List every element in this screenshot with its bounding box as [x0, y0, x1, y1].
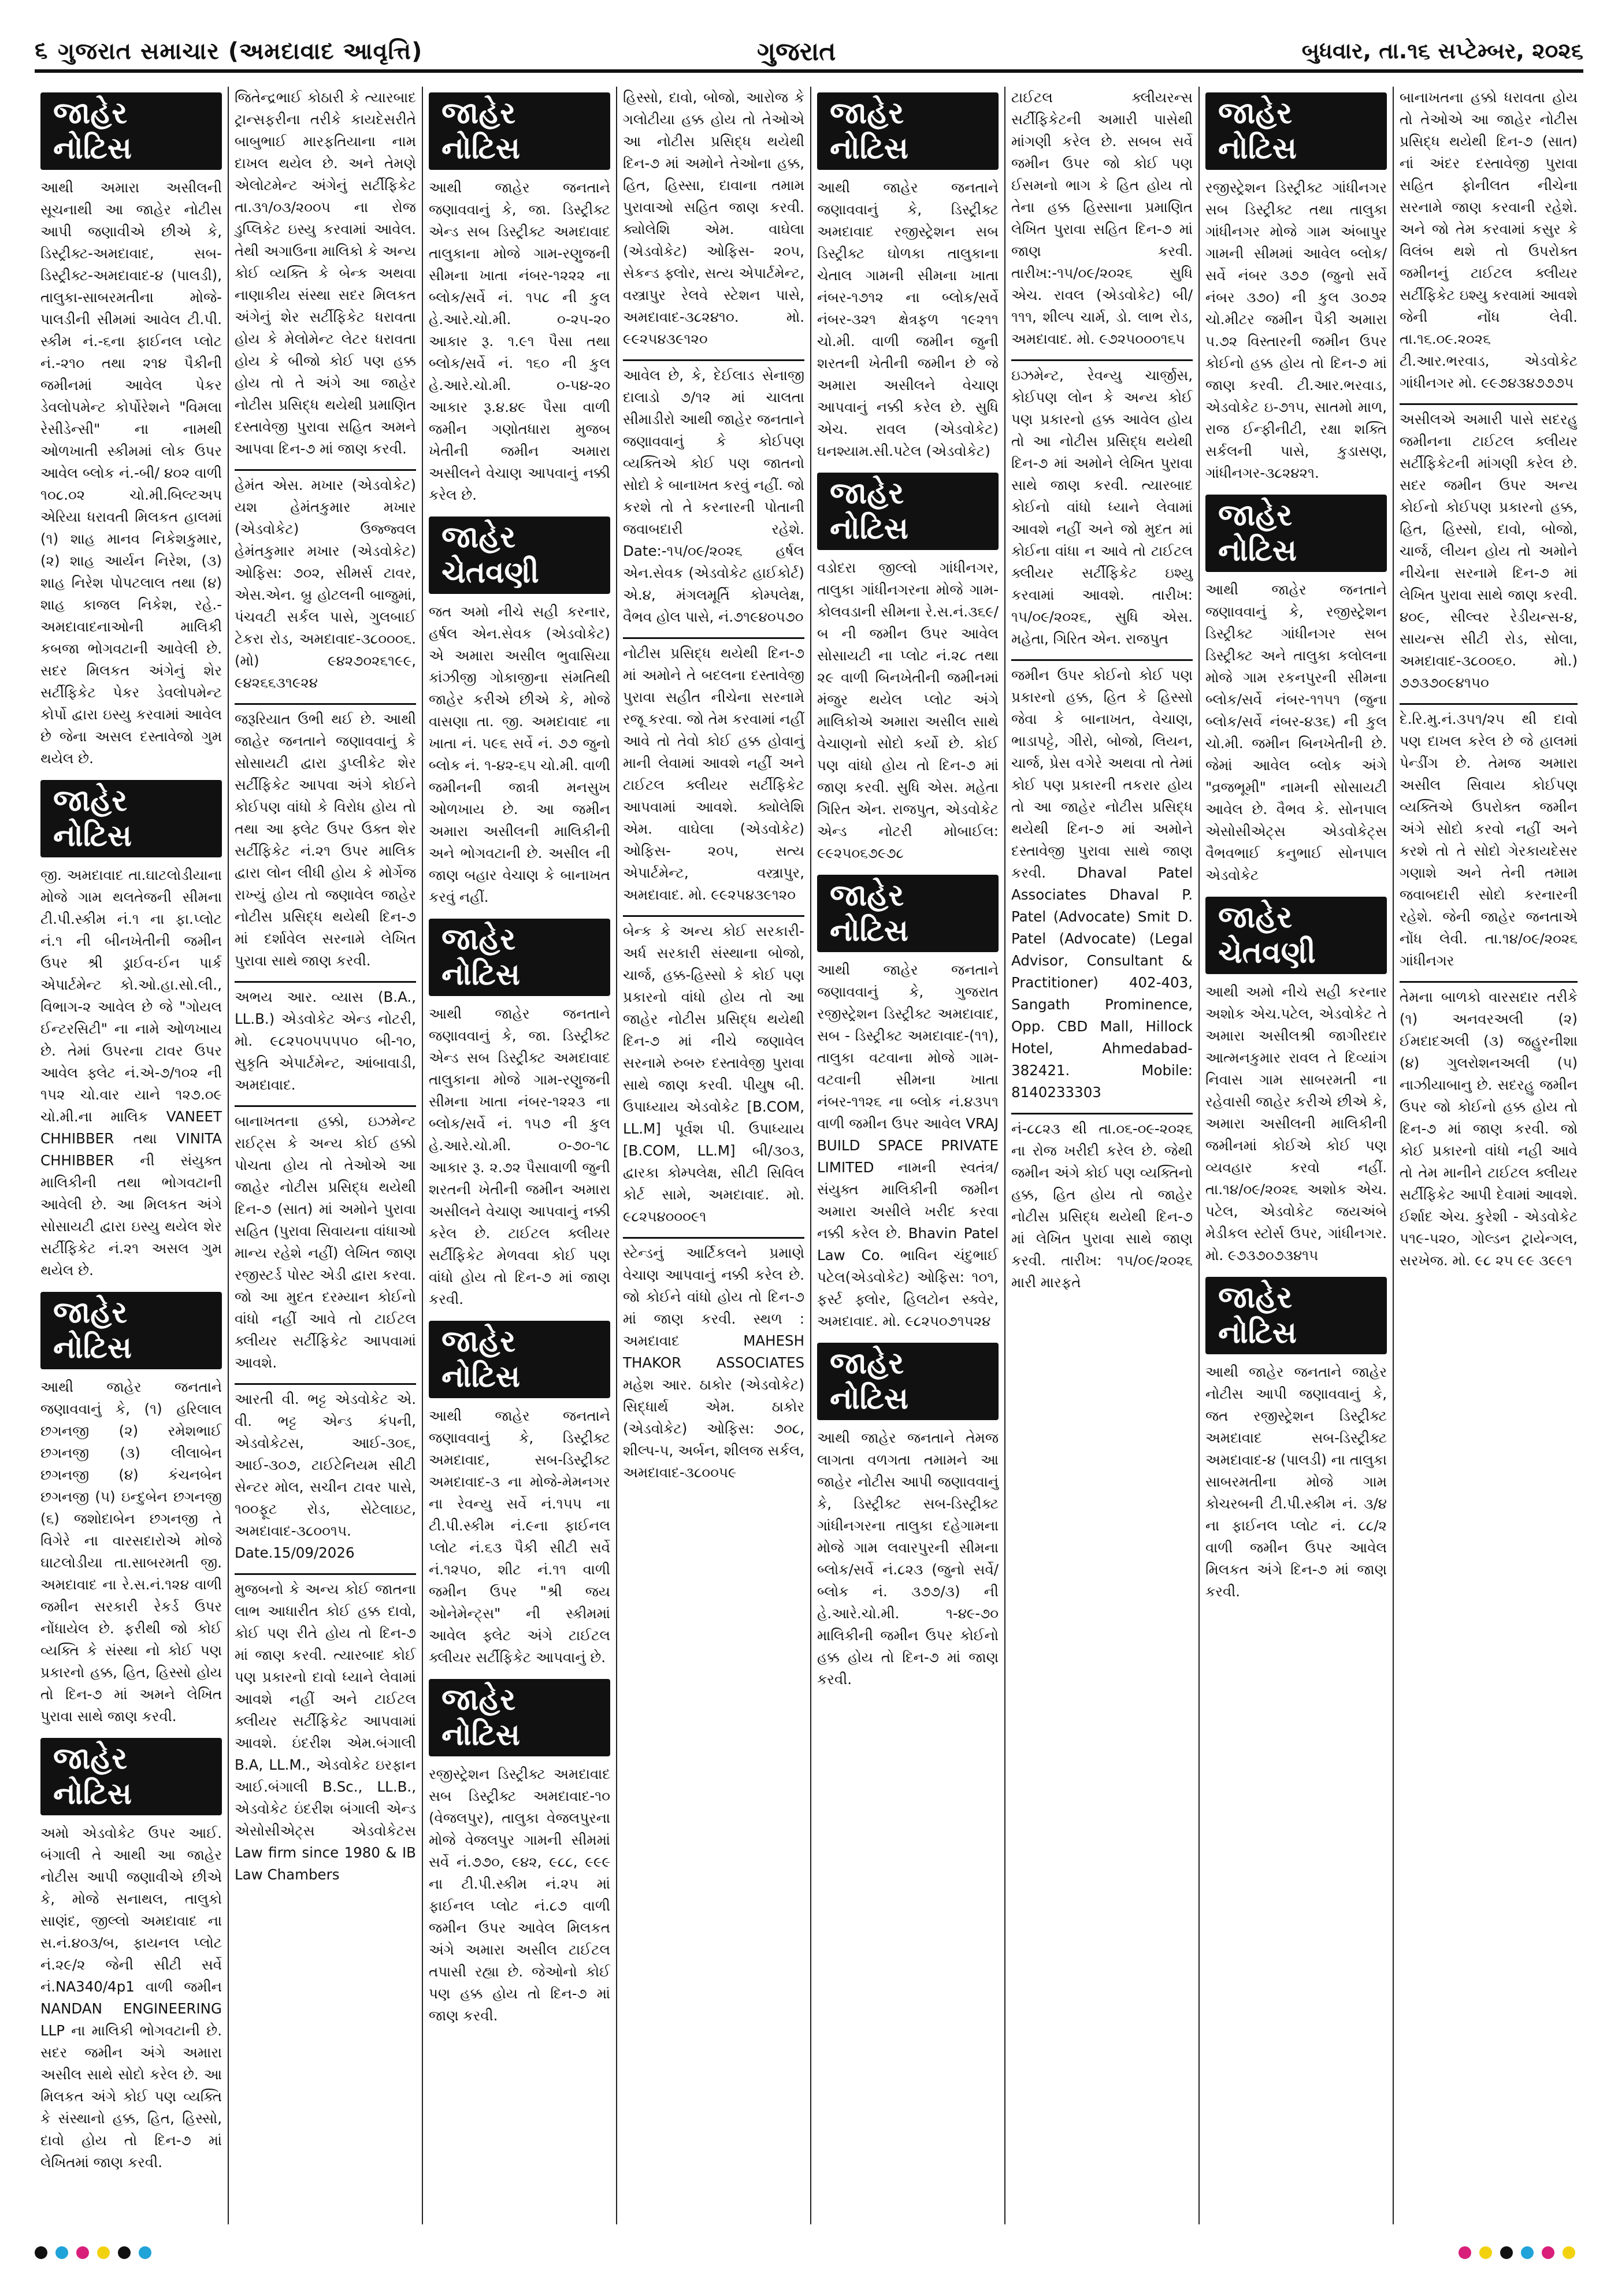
notice-body: આથી જાહેર જનતાને જણાવવાનું કે, ડિસ્ટ્રીક્ટ અમદાવાદ, સબ-ડિસ્ટ્રીક્ટ અમદાવાદ-૩ ના મોજે-મેમનગર ના રેવન્યુ સર્વે નં.૧૫૫ ના ટી.પી.સ્કીમ નં.૯ના ફાઈનલ પ્લોટ નં.૬૩ પૈકી સીટી સર્વે નં.૧૨૫૦, શીટ નં.૧૧ વાળી જમીન ઉપર "શ્રી જય ઓનેમેન્ટ્સ" ની સ્કીમમાં આવેલ ફ્લેટ અંગે ટાઈટલ ક્લીયર સર્ટીફિકેટ આપવાનું છે. — [429, 1407, 610, 1666]
notice-divider — [623, 915, 804, 917]
notice-heading: જાહેર નોટિસ — [429, 1321, 610, 1398]
notice-body: જિતેન્દ્રભાઈ કોઠારી કે ત્યારબાદ ટ્રાન્સફરીના તરીકે કાયદેસરીતે બાબુભાઈ મારફતિયાના નામ દાખલ થયેલ છે. અને તેમણે એલોટમેન્ટ અંગેનું સર્ટીફિકેટ તા.૩૧/૦૩/૨૦૦૫ ના રોજ ડુપ્લિકેટ ઇસ્યુ કરવામાં આવેલ. તેથી અગાઉના માલિકો કે અન્ય કોઈ વ્યક્તિ કે બેન્ક અથવા નાણાકીય સંસ્થા સદર મિલકત અંગેનું શેર સર્ટીફિકેટ ધરાવતા હોય કે મેલોમેન્ટ લેટર ધરાવતા હોય કે બીજો કોઈ પણ હક્ક હોય તો તે અંગે આ જાહેર નોટીસ પ્રસિદ્ધ થયેથી પ્રમાણિત દસ્તાવેજી પુરાવા સહિત અમને આપવા દિન-૭ માં જાણ કરવી. — [235, 89, 416, 457]
notice-heading: જાહેર ચેતવણી — [1205, 897, 1387, 974]
notice-body: રજીસ્ટ્રેશન ડિસ્ટ્રીક્ટ અમદાવાદ સબ ડિસ્ટ્રીક્ટ અમદાવાદ-૧૦ (વેજલપુર), તાલુકા વેજલપુરના મોજે વેજલપુર ગામની સીમમાં સર્વે નં.૭૭૦, ૯૪૨, ૯૮૮, ૯૯૯ ના ટી.પી.સ્કીમ નં.૨૫ માં ફાઈનલ પ્લોટ નં.૮૭ વાળી જમીન ઉપર આવેલ મિલકત અંગે અમારા અસીલ ટાઈટલ તપાસી રહ્યા છે. જેઓનો કોઈ પણ હક્ક હોય તો દિન-૭ માં જાણ કરવી. — [429, 1766, 610, 2024]
notice-heading: જાહેર નોટિસ — [429, 92, 610, 170]
notice-body: જત અમો નીચે સહી કરનાર, હર્ષલ એન.સેવક (એડવોકેટ) એ અમારા અસીલ ભુવાસિયા કાંઝીજી ગોકાજીના સંમતિથી જાહેર કરીએ છીએ કે, મોજે વાસણા તા. જી. અમદાવાદ ના ખાતા નં. ૫૯૬ સર્વે નં. ૭૭ જુનો બ્લોક નં. ૧-૪૨-૬૫ ચો.મી. વાળી જમીનની જાત્રી મનસુખ ઓળખાય છે. આ જમીન અમારા અસીલની માલિકીની અને ભોગવટાની છે. અસીલ ની જાણ બહાર વેચાણ કે બાનાખત કરવું નહીં. — [429, 603, 610, 905]
notice-heading: જાહેર નોટિસ — [1205, 92, 1387, 170]
registration-dot — [1521, 2246, 1534, 2259]
notice-divider — [623, 1237, 804, 1239]
column-7 — [1200, 87, 1394, 2224]
notice-heading: જાહેર નોટિસ — [817, 1343, 999, 1420]
column-6 — [1005, 87, 1200, 2224]
notice-heading: જાહેર નોટિસ — [817, 875, 999, 952]
notice-divider — [235, 1105, 416, 1107]
notice-divider — [1011, 659, 1193, 661]
notice-divider — [235, 1383, 416, 1385]
notice-body: આવેલ છે, કે, દેઈલાડ સેનાજી દાલાડો ૭/૧૨ માં ચાલતા સીમાડીરો આથી જાહેર જનતાને જણાવવાનું કે કોઈપણ વ્યક્તિએ કોઈ પણ જાતનો સોદો કે બાનાખત કરવું નહીં. જો કરશે તો તે કરનારની પોતાની જવાબદારી રહેશે. Date:-૧૫/૦૯/૨૦૨૬ હર્ષલ એન.સેવક (એડવોકેટ હાઈકોર્ટ) એ.૪, મંગલમૂર્તિ કોમ્પલેક્ષ, વૈભવ હોલ પાસે, નં.૭૧૯૪૦૫૭૦ — [623, 367, 804, 625]
registration-dot — [35, 2246, 47, 2259]
notice-divider — [235, 981, 416, 983]
notice-heading: જાહેર નોટિસ — [40, 780, 222, 857]
notice-body: આથી જાહેર જનતાને જણાવવાનું કે, ગુજરાત રજીસ્ટ્રેશન ડિસ્ટ્રીક્ટ અમદાવાદ, સબ - ડિસ્ટ્રીક્ટ અમદાવાદ-(૧૧), તાલુકા વટવાના મોજે ગામ-વટવાની સીમના ખાતા નંબર-૧૧૨૬ ના બ્લોક નં.૪૩૫૧ વાળી જમીન ઉપર આવેલ VRAJ BUILD SPACE PRIVATE LIMITED નામની સ્વતંત્ર/સંયુક્ત માલિકીની જમીન અમારા અસીલે ખરીદ કરવા નક્કી કરેલ છે. Bhavin Patel Law Co. ભાવિન ચંદુભાઈ પટેલ(એડવોકેટ) ઓફિસ: ૧૦૧, ફર્સ્ટ ફ્લોર, હિલટોન સ્ક્વેર, અમદાવાદ. મો. ૯૮૨૫૦૭૧૫૨૪ — [817, 961, 999, 1329]
notice-divider — [235, 1573, 416, 1575]
notice-divider — [235, 703, 416, 705]
notice-body: આથી અમારા અસીલની સૂચનાથી આ જાહેર નોટીસ આપી જણાવીએ છીએ કે, ડિસ્ટ્રીક્ટ-અમદાવાદ, સબ-ડિસ્ટ્રીક્ટ-અમદાવાદ-૪ (પાલડી), તાલુકા-સાબરમતીના મોજે-પાલડીની સીમમાં આવેલ ટી.પી. સ્કીમ નં.-૬ના ફાઈનલ પ્લોટ નં.-૨૧૦ તથા ૨૧૪ પૈકીની જમીનમાં આવેલ પેકર ડેવલોપમેન્ટ કોર્પોરેશને "વિમલા રેસીડેન્સી" ના નામથી ઓળખાતી સ્કીમમાં લોક ઉપર આવેલ બ્લોક નં.-બી/ ૪૦૨ વાળી ૧૦૮.૦૨ ચો.મી.બિલ્ટઅપ એરિયા ધરાવતી મિલકત હાલમાં (૧) શાહ માનવ નિકેશકુમાર, (૨) શાહ આર્યન નિરેશ, (૩) શાહ નિરેશ પોપટલાલ તથા (૪) શાહ કાજલ નિકેશ, રહે.-અમદાવાદનાઓની માલિકી કબજા ભોગવટાની આવેલી છે. સદર મિલકત અંગેનું શેર સર્ટીફિકેટ પેકર ડેવલોપમેન્ટ કોર્પો દ્વારા ઇસ્યુ કરવામાં આવેલ છે જેના અસલ દસ્તાવેજો ગુમ થયેલ છે. — [40, 179, 222, 767]
notice-heading: જાહેર નોટિસ — [40, 1738, 222, 1815]
notice-divider — [1400, 703, 1578, 705]
newspaper-name: ગુજરાત સમાચાર (અમદાવાદ આવૃત્તિ) — [58, 38, 423, 65]
notice-body: અમો એડવોકેટ ઉપર આઈ. બંગાલી તે આથી આ જાહેર નોટીસ આપી જણાવીએ છીએ કે, મોજે સનાથલ, તાલુકો સાણંદ, જીલ્લો અમદાવાદ ના સ.નં.૪૦૩/બ, ફાયનલ પ્લોટ નં.૨૯/૨ જેની સીટી સર્વે નં.NA340/4p1 વાળી જમીન NANDAN ENGINEERING LLP ના માલિકી ભોગવટાની છે. સદર જમીન અંગે અમારા અસીલ સાથે સોદો કરેલ છે. આ મિલકત અંગે કોઈ પણ વ્યક્તિ કે સંસ્થાનો હક્ક, હિત, હિસ્સો, દાવો હોય તો દિન-૭ માં લેખિતમાં જાણ કરવી. — [40, 1825, 222, 2171]
notice-body: નં-૮૮૨૩ થી તા.૦૬-૦૯-૨૦૨૬ ના રોજ ખરીદી કરેલ છે. જેથી જમીન અંગે કોઈ પણ વ્યક્તિનો હક્ક, હિત હોય તો જાહેર નોટીસ પ્રસિદ્ધ થયેથી દિન-૭ માં લેખિત પુરાવા સાથે જાણ કરવી. તારીખ: ૧૫/૦૯/૨૦૨૬ મારી મારફતે — [1011, 1120, 1193, 1291]
notice-body: આથી જાહેર જનતાને જણાવવાનું કે, ડિસ્ટ્રીક્ટ અમદાવાદ રજીસ્ટ્રેશન સબ ડિસ્ટ્રીક્ટ ઘોળકા તાલુકાના ચેતાલ ગામની સીમના ખાતા નંબર-૧૭૧૨ ના બ્લોક/સર્વે નંબર-૩૨૧ ક્ષેત્રફળ ૧૯૨૧૧ ચો.મી. વાળી જમીન જુની શરતની ખેતીની જમીન છે જે અમારા અસીલને વેચાણ આપવાનું નક્કી કરેલ છે. સુધિ એચ. રાવલ (એડવોકેટ) ઘનશ્યામ.સી.પટેલ (એડવોકેટ) — [817, 179, 999, 459]
notice-body: સ્ટેન્ડનું આર્ટિકલને પ્રમાણે વેચાણ આપવાનું નક્કી કરેલ છે. જો કોઈને વાંધો હોય તો દિન-૭ માં જાણ કરવી. સ્થળ : અમદાવાદ MAHESH THAKOR ASSOCIATES મહેશ આર. ઠાકોર (એડવોકેટ) સિદ્ધાર્થ એમ. ઠાકોર (એડવોકેટ) ઓફિસ: ૭૦૮, શીલ્પ-૫, અર્બન, શીલજ સર્કલ, અમદાવાદ-૩૮૦૦૫૯ — [623, 1244, 804, 1481]
registration-dot — [55, 2246, 68, 2259]
notice-heading: જાહેર નોટિસ — [40, 92, 222, 170]
notice-divider — [623, 637, 804, 639]
notice-heading: જાહેર નોટિસ — [429, 919, 610, 996]
notice-heading: જાહેર ચેતવણી — [429, 517, 610, 594]
notice-body: વડોદરા જીલ્લો ગાંધીનગર, તાલુકા ગાંધીનગરના મોજે ગામ-કોલવડાની સીમના રે.સ.નં.૩૬૯/બ ની જમીન ઉપર આવેલ સોસાયટી ના પ્લોટ નં.૨૮ તથા ૨૯ વાળી બિનખેતીની જમીનમાં મંજુર થયેલ પ્લોટ અંગે માલિકોએ અમારા અસીલ સાથે વેચાણનો સોદો કર્યો છે. કોઈ પણ વાંધો હોય તો દિન-૭ માં જાણ કરવી. સુધિ એસ. મહેતા ગિરિત એન. રાજપુત, એડવોકેટ એન્ડ નોટરી મોબાઈલ: ૯૯૨૫૦૬૭૯૭૮ — [817, 559, 999, 861]
section-title: ગુજરાત — [757, 37, 836, 66]
notice-body: આથી અમો નીચે સહી કરનાર અશોક એચ.પટેલ, એડવોકેટ તે અમારા અસીલશ્રી જાગીરદાર આત્મનકુમાર રાવલ તે દિવ્યાંગ નિવાસ ગામ સાબરમતી ના રહેવાસી જાહેર કરીએ છીએ કે, અમારા અસીલની માલિકીની જમીનમાં કોઈએ કોઈ પણ વ્યવહાર કરવો નહીં. તા.૧૪/૦૯/૨૦૨૬ અશોક એચ. પટેલ, એડવોકેટ જયઅંબે મેડીકલ સ્ટોર્સ ઉપર, ગાંધીનગર. મો. ૯૭૩૭૦૭૩૪૧૫ — [1205, 983, 1387, 1264]
notice-body: આથી જાહેર જનતાને તેમજ લાગતા વળગતા તમામને આ જાહેર નોટીસ આપી જણાવવાનું કે, ડિસ્ટ્રીક્ટ સબ-ડિસ્ટ્રીક્ટ ગાંધીનગરના તાલુકા દહેગામના મોજે ગામ લવારપુરની સીમના બ્લોક/સર્વે નં.૮૨૩ (જુનો સર્વે/બ્લોક નં. ૩૭૭/૩) ની હે.આરે.ચો.મી. ૧-૪૯-૭૦ માલિકીની જમીન ઉપર કોઈનો હક્ક હોય તો દિન-૭ માં જાણ કરવી. — [817, 1429, 999, 1688]
issue-date: બુધવાર, તા.૧૬ સપ્ટેમ્બર, ૨૦૨૬ — [1301, 38, 1583, 64]
registration-dot — [1542, 2246, 1554, 2259]
notice-body: ટાઈટલ ક્લીયરન્સ સર્ટીફિકેટની અમારી પાસેથી માંગણી કરેલ છે. સબબ સર્વે જમીન ઉપર જો કોઈ પણ ઈસમનો ભાગ કે હિત હોય તો તેના હક્ક હિસ્સાના પ્રમાણિત લેખિત પુરાવા સહિત દિન-૭ માં જાણ કરવી. તારીખ:-૧૫/૦૯/૨૦૨૬ સુધિ એચ. રાવલ (એડવોકેટ) બી/૧૧૧, શીલ્પ ચાર્મ, ડો. લાભ રોડ, અમદાવાદ. મો. ૯૭૨૫૦૦૦૧૬૫ — [1011, 89, 1193, 347]
registration-dot — [1459, 2246, 1471, 2259]
notice-body: હિસ્સો, દાવો, બોજો, આરોજ કે ગલોટીયા હક્ક હોય તો તેઓએ આ નોટીસ પ્રસિદ્ધ થયેથી દિન-૭ માં અમોને તેઓના હક્ક, હિત, હિસ્સા, દાવાના તમામ પુરાવાઓ સહિત જાણ કરવી. ક્યોલેશિ એમ. વાઘેલા (એડવોકેટ) ઓફિસ- ૨૦૫, સેકન્ડ ફ્લોર, સત્ય એપાર્ટમેન્ટ, વસ્ત્રાપુર રેલવે સ્ટેશન પાસે, અમદાવાદ-૩૮૨૪૧૦. મો. ૯૯૨૫૪૩૯૧૨૦ — [623, 89, 804, 347]
notice-body: આરતી વી. ભટ્ટ એડવોકેટ એ. વી. ભટ્ટ એન્ડ કંપની, એડવોકેટસ, આઈ-૩૦૬, આઈ-૩૦૭, ટાઈટેનિયમ સીટી સેન્ટર મોલ, સચીન ટાવર પાસે, ૧૦૦ફૂટ રોડ, સેટેલાઇટ, અમદાવાદ-૩૮૦૦૧૫. Date.15/09/2026 — [235, 1391, 416, 1561]
notice-body: બેન્ક કે અન્ય કોઈ સરકારી- અર્ધ સરકારી સંસ્થાના બોજો, ચાર્જ, હક્ક-હિસ્સો કે કોઈ પણ પ્રકારનો વાંધો હોય તો આ જાહેર નોટીસ પ્રસિદ્ધ થયેથી દિન-૭ માં નીચે જણાવેલ સરનામે રુબરુ દસ્તાવેજી પુરાવા સાથે જાણ કરવી. પીયુષ બી. ઉપાધ્યાય એડવોકેટ [B.COM, LL.M] પૂર્વશ પી. ઉપાધ્યાય [B.COM, LL.M] બી/૩૦૩, દ્વારકા કોમ્પલેક્ષ, સીટી સિવિલ કોર્ટ સામે, અમદાવાદ. મો. ૯૮૨૫૪૦૦૦૯૧ — [623, 923, 804, 1225]
registration-dot — [1563, 2246, 1575, 2259]
color-registration-strip — [35, 2242, 1583, 2265]
column-8 — [1394, 87, 1583, 2224]
notice-heading: જાહેર નોટિસ — [1205, 1277, 1387, 1354]
notice-body: રજીસ્ટ્રેશન ડિસ્ટ્રીક્ટ ગાંધીનગર સબ ડિસ્ટ્રીક્ટ તથા તાલુકા ગાંધીનગર મોજે ગામ અંબાપુર ગામની સીમમાં આવેલ બ્લોક/સર્વે નંબર ૩૭૭ (જુનો સર્વે નંબર ૩૭૦) ની કુલ ૩૦૭૨ ચો.મીટર જમીન પૈકી અમારા ૫.૭૨ વિસ્તારની જમીન ઉપર કોઈનો હક્ક હોય તો દિન-૭ માં જાણ કરવી. ટી.આર.ભરવાડ, એડવોકેટ ઇ-૭૧૫, સાતમો માળ, રાજ ઈન્ફીનીટી, રક્ષા શક્તિ સર્કલની પાસે, કુડાસણ, ગાંધીનગર-૩૮૨૪૨૧. — [1205, 179, 1387, 481]
notice-heading: જાહેર નોટિસ — [429, 1679, 610, 1756]
column-1 — [35, 87, 229, 2224]
registration-dot — [97, 2246, 110, 2259]
notice-body: દે.રિ.મુ.નં.૩૫૧/૨૫ થી દાવો પણ દાખલ કરેલ છે જે હાલમાં પેન્ડીંગ છે. તેમજ અમારા અસીલ સિવાય કોઈપણ વ્યક્તિએ ઉપરોક્ત જમીન અંગે સોદો કરવો નહીં અને કરશે તો તે સોદો ગેરકાયદેસર ગણાશે અને તેની તમામ જવાબદારી સોદો કરનારની રહેશે. જેની જાહેર જનતાએ નોંધ લેવી. તા.૧૪/૦૯/૨૦૨૬ ગાંધીનગર — [1400, 711, 1578, 969]
column-3 — [423, 87, 617, 2224]
column-5 — [811, 87, 1005, 2224]
notice-divider — [1400, 981, 1578, 983]
notice-heading: જાહેર નોટિસ — [40, 1292, 222, 1369]
column-4 — [617, 87, 811, 2224]
notice-body: આથી જાહેર જનતાને જણાવવાનું કે, જા. ડિસ્ટ્રીક્ટ એન્ડ સબ ડિસ્ટ્રીક્ટ અમદાવાદ તાલુકાના મોજે ગામ-રણુજની સીમના ખાતા નંબર-૧૨૨૩ ના બ્લોક/સર્વે નં. ૧૫૭ ની કુલ હે.આરે.ચો.મી. ૦-૭૦-૧૮ આકાર રૂ. ૨.૭૨ પૈસાવાળી જુની શરતની ખેતીની જમીન અમારા અસીલને વેચાણ આપવાનું નક્કી કરેલ છે. ટાઈટલ ક્લીયર સર્ટીફિકેટ મેળવવા કોઈ પણ વાંધો હોય તો દિન-૭ માં જાણ કરવી. — [429, 1005, 610, 1307]
notice-body: હેમંત એસ. મખાર (એડવોકેટ) યશ હેમંતકુમાર મખાર (એડવોકેટ) ઉજ્જ્વલ હેમંતકુમાર મખાર (એડવોકેટ) ઓફિસ: ૭૦૨, સીમર્સ ટાવર, એસ.એન. બ્રુ હોટલની બાજુમાં, પંચવટી સર્કલ પાસે, ગુલબાઈ ટેકરા રોડ, અમદાવાદ-૩૮૦૦૦૬. (મો) ૯૪૨૭૦૨૬૧૯૯, ૯૪૨૬૬૩૧૯૨૪ — [235, 477, 416, 691]
notice-divider — [1400, 403, 1578, 405]
notice-divider — [1011, 1113, 1193, 1114]
notice-body: તેમના બાળકો વારસદાર તરીકે (૧) અનવરઅલી (૨) ઈમદાદઅલી (૩) જહુરનીશા (૪) ગુલરોશનઅલી (૫) નાઝીયાબાનુ છે. સદરહુ જમીન ઉપર જો કોઈનો હક્ક હોય તો દિન-૭ માં જાણ કરવી. જો કોઈ પ્રકારનો વાંધો નહી આવે તો તેમ માનીને ટાઈટલ ક્લીયર સર્ટીફિકેટ આપી દેવામાં આવશે. ઈર્શાદ એચ. કુરેશી - એડવોકેટ ૫૧૯-૫૨૦, ગોલ્ડન ટ્રાયેન્ગલ, સરખેજ. મો. ૯૮ ૨૫ ૯૯ ૩૯૯૧ — [1400, 989, 1578, 1269]
column-2 — [229, 87, 423, 2224]
notice-divider — [235, 469, 416, 471]
notice-heading: જાહેર નોટિસ — [817, 473, 999, 550]
notice-body: અસીલએ અમારી પાસે સદરહુ જમીનના ટાઈટલ ક્લીયર સર્ટીફિકેટની માંગણી કરેલ છે. સદર જમીન ઉપર અન્ય કોઈનો કોઈપણ પ્રકારનો હક્ક, હિત, હિસ્સો, દાવો, બોજો, ચાર્જ, લીયન હોય તો અમોને નીચેના સરનામે દિન-૭ માં લેખિત પુરાવા સાથે જાણ કરવી. ૪૦૯, સીલ્વર રેડીયન્સ-૪, સાયન્સ સીટી રોડ, સોલા, અમદાવાદ-૩૮૦૦૬૦. મો.) ૭૭૩૭૦૯૪૧૫૦ — [1400, 411, 1578, 691]
notice-body: મુજબનો કે અન્ય કોઈ જાતના લાભ આધારીત કોઈ હક્ક દાવો, કોઈ પણ રીતે હોય તો દિન-૭ માં જાણ કરવી. ત્યારબાદ કોઈ પણ પ્રકારનો દાવો ધ્યાને લેવામાં આવશે નહીં અને ટાઈટલ ક્લીયર સર્ટીફિકેટ આપવામાં આવશે. ઇંદરીશ એમ.બંગાલી B.A, LL.M., એડવોકેટ ઇરફાન આઈ.બંગાલી B.Sc., LL.B., એડવોકેટ ઇંદરીશ બંગાલી એન્ડ એસોસીએટ્સ એડવોકેટસ Law firm since 1980 & IB Law Chambers — [235, 1581, 416, 1883]
registration-dot — [76, 2246, 89, 2259]
page-number: ૬ — [35, 37, 48, 64]
notice-heading: જાહેર નોટિસ — [1205, 495, 1387, 572]
notice-divider — [623, 359, 804, 361]
registration-dot — [1500, 2246, 1513, 2259]
notice-body: બાનાખતના હક્કો, ઇઝમેન્ટ રાઈટ્સ કે અન્ય કોઈ હક્કો પોચતા હોય તો તેઓએ આ જાહેર નોટીસ પ્રસિદ્ધ થયેથી દિન-૭ (સાત) માં અમોને પુરાવા સહિત (પુરાવા સિવાયના વાંધાઓ માન્ય રહેશે નહીં) લેખિત જાણ રજીસ્ટર્ડ પોસ્ટ એડી દ્વારા કરવા. જો આ મુદત દરમ્યાન કોઈનો વાંધો નહીં આવે તો ટાઈટલ ક્લીયર સર્ટીફિકેટ આપવામાં આવશે. — [235, 1113, 416, 1371]
notice-body: બાનાખતના હક્કો ધરાવતા હોય તો તેઓએ આ જાહેર નોટીસ પ્રસિદ્ધ થયેથી દિન-૭ (સાત) નાં અંદર દસ્તાવેજી પુરાવા સહિત ફોનીલત નીચેના સરનામે જાણ કરવાની રહેશે. અને જો તેમ કરવામાં કસુર કે વિલંબ થશે તો ઉપરોક્ત જમીનનું ટાઈટલ ક્લીયર સર્ટીફિકેટ ઇશ્યુ કરવામાં આવશે જેની નોંધ લેવી. તા.૧૬.૦૯.૨૦૨૬ ટી.આર.ભરવાડ, એડવોકેટ ગાંધીનગર મો. ૯૯૭૪૩૪૭૭૭૫ — [1400, 89, 1578, 391]
notice-body: આથી જાહેર જનતાને જણાવવાનું કે, જા. ડિસ્ટ્રીક્ટ એન્ડ સબ ડિસ્ટ્રીક્ટ અમદાવાદ તાલુકાના મોજે ગામ-રણુજની સીમના ખાતા નંબર-૧૨૨૨ ના બ્લોક/સર્વે નં. ૧૫૮ ની કુલ હે.આરે.ચો.મી. ૦-૨૫-૨૦ આકાર રૂ. ૧.૯૧ પૈસા તથા બ્લોક/સર્વે નં. ૧૬૦ ની કુલ હે.આરે.ચો.મી. ૦-૫૪-૨૦ આકાર રૂ.૪.૪૯ પૈસા વાળી જમીન ગણોતધારા મુજબ ખેતીની જમીન અમારા અસીલને વેચાણ આપવાનું નક્કી કરેલ છે. — [429, 179, 610, 503]
notice-heading: જાહેર નોટિસ — [817, 92, 999, 170]
registration-dot — [1479, 2246, 1492, 2259]
page-header — [35, 35, 1583, 73]
notice-body: અભય આર. વ્યાસ (B.A., LL.B.) એડવોકેટ એન્ડ નોટરી, મો. ૯૮૨૫૦૫૫૫૫૦ બી-૧૦, સુકૃતિ એપાર્ટમેન્ટ, આંબાવાડી, અમદાવાદ. — [235, 989, 416, 1093]
notice-body: આથી જાહેર જનતાને જણાવવાનું કે, (૧) હરિલાલ છગનજી (૨) રમેશભાઈ છગનજી (૩) લીલાબેન છગનજી (૪) કંચનબેન છગનજી (૫) ઇન્દુબેન છગનજી (૬) જશોદાબેન છગનજી તે વિગેરે ના વારસદારોએ મોજે ઘાટલોડીયા તા.સાબરમતી જી. અમદાવાદ ના રે.સ.નં.૧૨૪ વાળી જમીન સરકારી રેકર્ડ ઉપર નોંધાયેલ છે. ફરીથી જો કોઈ વ્યક્તિ કે સંસ્થા નો કોઈ પણ પ્રકારનો હક્ક, હિત, હિસ્સો હોય તો દિન-૭ માં અમને લેખિત પુરાવા સાથે જાણ કરવી. — [40, 1379, 222, 1725]
notice-divider — [1011, 359, 1193, 361]
notice-body: જરૂરિયાત ઉભી થઈ છે. આથી જાહેર જનતાને જણાવવાનું કે સોસાયટી દ્વારા ડુપ્લીકેટ શેર સર્ટીફિકેટ આપવા અંગે કોઈને કોઈપણ વાંધો કે વિરોધ હોય તો તથા આ ફ્લેટ ઉપર ઉક્ત શેર સર્ટીફિકેટ નં.૨૧ ઉપર માલિક દ્વારા લોન લીધી હોય કે મોર્ગેજ રાખ્યું હોય તો જણાવેલ જાહેર નોટીસ પ્રસિદ્ધ થયેથી દિન-૭ માં દર્શાવેલ સરનામે લેખિત પુરાવા સાથે જાણ કરવી. — [235, 711, 416, 969]
notice-body: આથી જાહેર જનતાને જણાવવાનું કે, રજીસ્ટ્રેશન ડિસ્ટ્રીક્ટ ગાંધીનગર સબ ડિસ્ટ્રીક્ટ અને તાલુકા કલોલના મોજે ગામ રકનપુરની સીમના બ્લોક/સર્વે નંબર-૧૧૫૧ (જુના બ્લોક/સર્વે નંબર-૪૩૬) ની કુલ ચો.મી. જમીન બિનખેતીની છે. જેમાં આવેલ બ્લોક અંગે "વ્રજભૂમી" નામની સોસાયટી આવેલ છે. વૈભવ કે. સોનપાલ એસોસીએટ્સ એડવોકેટ્સ વૈભવભાઈ કનુભાઈ સોનપાલ એડવોકેટ — [1205, 581, 1387, 883]
notice-body: જમીન ઉપર કોઈનો કોઈ પણ પ્રકારનો હક્ક, હિત કે હિસ્સો જેવા કે બાનાખત, વેચાણ, ભાડાપટ્ટે, ગીરો, બોજો, લિયન, ચાર્જ, પ્રેસ વગેરે અથવા તો તેમાં કોઈ પણ પ્રકારની તકરાર હોય તો આ જાહેર નોટીસ પ્રસિદ્ધ થયેથી દિન-૭ માં અમોને દસ્તાવેજી પુરાવા સાથે જાણ કરવી. Dhaval Patel Associates Dhaval P. Patel (Advocate) Smit D. Patel (Advocate) (Legal Advisor, Consultant & Practitioner) 402-403, Sangath Prominence, Opp. CBD Mall, Hillock Hotel, Ahmedabad-382421. Mobile: 8140233303 — [1011, 667, 1193, 1101]
registration-dot — [118, 2246, 131, 2259]
notice-body: નોટીસ પ્રસિદ્ધ થયેથી દિન-૭ માં અમોને તે બદલના દસ્તાવેજી પુરાવા સહીત નીચેના સરનામે રજૂ કરવા. જો તેમ કરવામાં નહીં આવે તો તેવો કોઈ હક્ક હોવાનું માની લેવામાં આવશે નહીં અને ટાઈટલ ક્લીયર સર્ટીફિકેટ આપવામાં આવશે. ક્યોલેશિ એમ. વાઘેલા (એડવોકેટ) ઓફિસ- ૨૦૫, સત્ય એપાર્ટમેન્ટ, વસ્ત્રાપુર, અમદાવાદ. મો. ૯૯૨૫૪૩૯૧૨૦ — [623, 645, 804, 903]
registration-dot — [139, 2246, 151, 2259]
notice-body: જી. અમદાવાદ તા.ઘાટલોડીયાના મોજે ગામ થલતેજની સીમના ટી.પી.સ્કીમ નં.૧ ના ફા.પ્લોટ નં.૧ ની બીનખેતીની જમીન ઉપર શ્રી ડ્રાઈવ-ઈન પાર્ક એપાર્ટમેન્ટ કો.ઓ.હા.સો.લી., વિભાગ-૨ આવેલ છે જે "ગોયલ ઈન્ટરસિટી" ના નામે ઓળખાય છે. તેમાં ઉપરના ટાવર ઉપર આવેલ ફ્લેટ નં.એ-૭/૧૦૨ ની ૧૫૨ ચો.વાર યાને ૧૨૭.૦૯ ચો.મી.ના માલિક VANEET CHHIBBER તથા VINITA CHHIBBER ની સંયુક્ત માલિકીની તથા ભોગવટાની આવેલી છે. આ મિલકત અંગે સોસાયટી દ્વારા ઇસ્યુ થયેલ શેર સર્ટીફિકેટ નં.૨૧ અસલ ગુમ થયેલ છે. — [40, 867, 222, 1279]
notice-body: ઇઝમેન્ટ, રેવન્યુ ચાર્જીસ, કોઈપણ લોન કે અન્ય કોઈ પણ પ્રકારનો હક્ક આવેલ હોય તો આ નોટીસ પ્રસિદ્ધ થયેથી દિન-૭ માં અમોને લેખિત પુરાવા સાથે જાણ કરવી. ત્યારબાદ કોઈનો વાંધો ધ્યાને લેવામાં આવશે નહીં અને જો મુદત માં કોઈના વાંધા ન આવે તો ટાઈટલ ક્લીયર સર્ટીફિકેટ ઇશ્યુ કરવામાં આવશે. તારીખ: ૧૫/૦૯/૨૦૨૬, સુધિ એસ. મહેતા, ગિરિત એન. રાજપુત — [1011, 367, 1193, 647]
notice-body: આથી જાહેર જનતાને જાહેર નોટીસ આપી જણાવવાનું કે, જત રજીસ્ટ્રેશન ડિસ્ટ્રીક્ટ અમદાવાદ સબ-ડિસ્ટ્રીક્ટ અમદાવાદ-૪ (પાલડી) ના તાલુકા સાબરમતીના મોજે ગામ કોચરબની ટી.પી.સ્કીમ નં. ૩/૪ ના ફાઈનલ પ્લોટ નં. ૮૮/૨ વાળી જમીન ઉપર આવેલ મિલકત અંગે દિન-૭ માં જાણ કરવી. — [1205, 1364, 1387, 1600]
